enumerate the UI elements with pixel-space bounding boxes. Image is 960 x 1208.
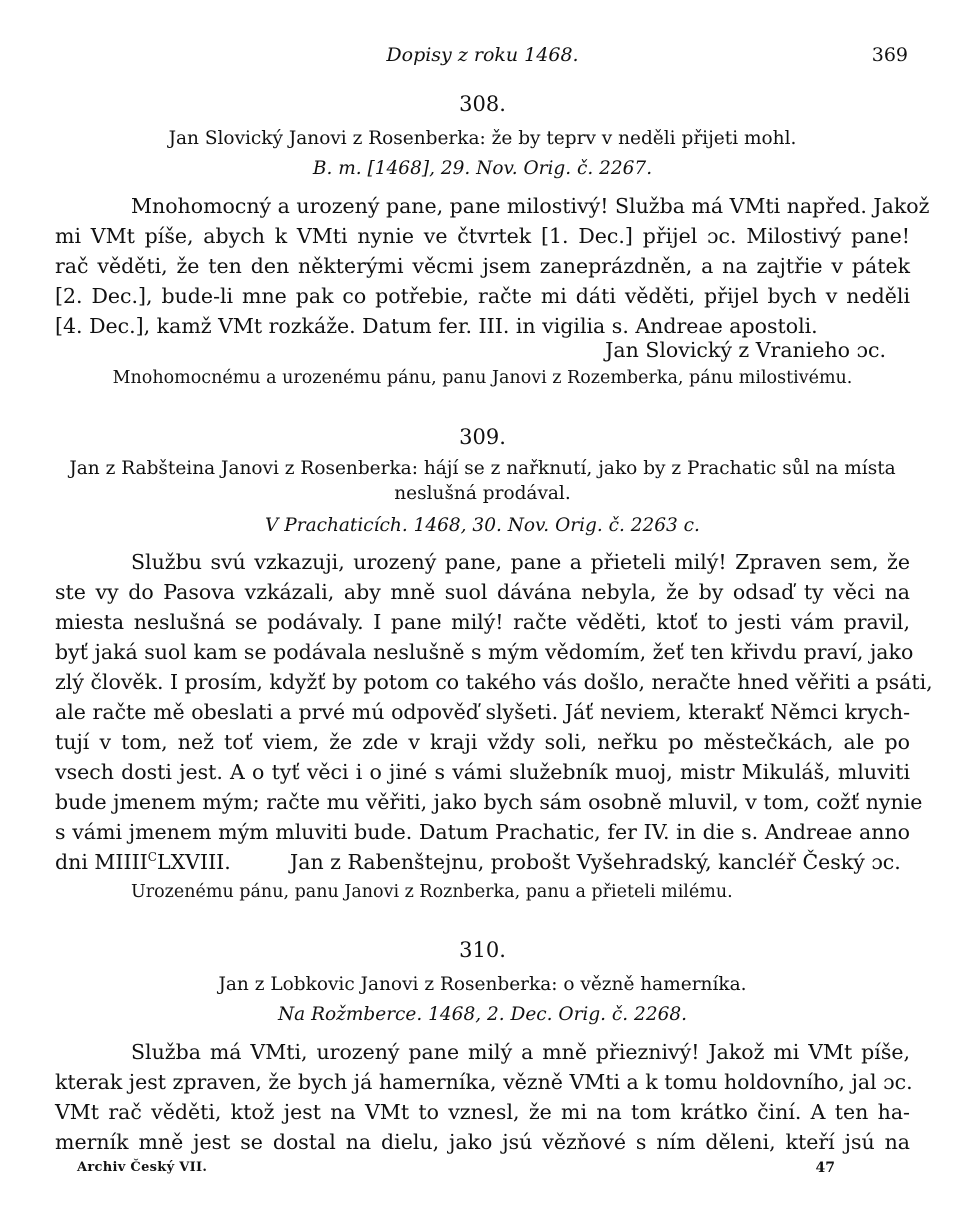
letter-number: 308.: [459, 92, 506, 116]
body-line: [2. Dec.], bude-li mne pak co potřebie, račte mi dáti věděti, přijel bych v neděli: [55, 284, 910, 308]
running-header: [55, 44, 910, 74]
body-line: miesta neslušná se podávaly. I pane milý! račte věděti, ktoť to jesti vám pravil,: [55, 610, 910, 634]
body-line: s vámi jmenem mým mluviti bude. Datum Prachatic, fer IV. in die s. Andreae anno: [55, 820, 910, 844]
body-line: Mnohomocný a urozený pane, pane milostivý! Služba má VMti napřed. Jakož: [131, 194, 930, 218]
letter-number: 309.: [459, 425, 506, 449]
body-line: ste vy do Pasova vzkázali, aby mně suol dávána nebyla, že by odsaď ty věci na: [55, 580, 910, 604]
running-title: Dopisy z roku 1468.: [386, 44, 579, 66]
body-line: vsech dosti jest. A o tyť věci i o jiné s vámi služebník muoj, mistr Mikuláš, mluviti: [55, 760, 910, 784]
letter-address: Mnohomocnému a urozenému pánu, panu Janovi z Rozemberka, pánu milostivému.: [112, 368, 853, 388]
body-line: zlý člověk. I prosím, kdyžť by potom co takého vás došlo, neračte hned věřiti a psáti,: [55, 670, 933, 694]
letter-regest: Jan z Rabšteina Janovi z Rosenberka: hájí se z nařknutí, jako by z Prachatic sůl na místa: [69, 458, 896, 479]
letter-regest: Jan z Lobkovic Janovi z Rosenberka: o vězně hamerníka.: [218, 974, 747, 995]
body-line: tují v tom, než toť viem, že zde v kraji vždy soli, neřku po městečkách, ale po: [55, 730, 910, 754]
letter-source: B. m. [1468], 29. Nov. Orig. č. 2267.: [312, 158, 653, 179]
letter-regest: neslušná prodával.: [394, 483, 571, 504]
body-line: kterak jest zpraven, že bych já hamerníka, vězně VMti a k tomu holdovního, jal ɔc.: [55, 1070, 913, 1094]
body-line: VMt rač věděti, ktož jest na VMt to vznesl, že mi na tom krátko činí. A ten ha-: [55, 1100, 910, 1124]
letter-source: Na Rožmberce. 1468, 2. Dec. Orig. č. 2268.: [277, 1004, 688, 1025]
page-footer: [55, 1160, 910, 1184]
body-line: Služba má VMti, urozený pane milý a mně přieznivý! Jakož mi VMt píše,: [131, 1040, 910, 1064]
date-line: [55, 850, 910, 874]
body-line: Službu svú vzkazuji, urozený pane, pane a přieteli milý! Zpraven sem, že: [131, 550, 910, 574]
date-year: dni $MIIII^CLXVIII$.: [55, 850, 231, 874]
page-number: 369: [871, 44, 908, 66]
body-line: bude jmenem mým; račte mu věřiti, jako bych sám osobně mluvil, v tom, cožť nynie: [55, 790, 923, 814]
letter-number: 310.: [459, 938, 506, 962]
footer-sheet-number: 47: [815, 1160, 835, 1176]
body-line: byť jaká suol kam se podávala neslušně s mým vědomím, žeť ten křivdu praví, jako: [55, 640, 914, 664]
footer-signature-mark: Archiv Český VII.: [77, 1160, 208, 1175]
body-line: [4. Dec.], kamž VMt rozkáže. Datum fer. III. in vigilia s. Andreae apostoli.: [55, 314, 818, 338]
body-line: mi VMt píše, abych k VMti nynie ve čtvrtek [1. Dec.] přijel ɔc. Milostivý pane!: [55, 224, 910, 248]
letter-source: V Prachaticích. 1468, 30. Nov. Orig. č. 2263 c.: [265, 515, 700, 536]
body-line: ale račte mě obeslati a prvé mú odpověď slyšeti. Jáť neviem, kterakť Němci krych-: [55, 700, 910, 724]
body-line: merník mně jest se dostal na dielu, jako jsú vězňové s ním děleni, kteří jsú na: [55, 1130, 910, 1154]
letter-signature: Jan z Rabenštejnu, probošt Vyšehradský, kancléř Český ɔc.: [290, 850, 901, 874]
letter-regest: Jan Slovický Janovi z Rosenberka: že by teprv v neděli přijeti mohl.: [168, 128, 797, 149]
letter-signature: Jan Slovický z Vranieho ɔc.: [605, 338, 886, 362]
body-line: rač věděti, že ten den některými věcmi jsem zaneprázdněn, a na zajtřie v pátek: [55, 254, 910, 278]
letter-address: Urozenému pánu, panu Janovi z Roznberka, panu a přieteli milému.: [131, 882, 733, 902]
